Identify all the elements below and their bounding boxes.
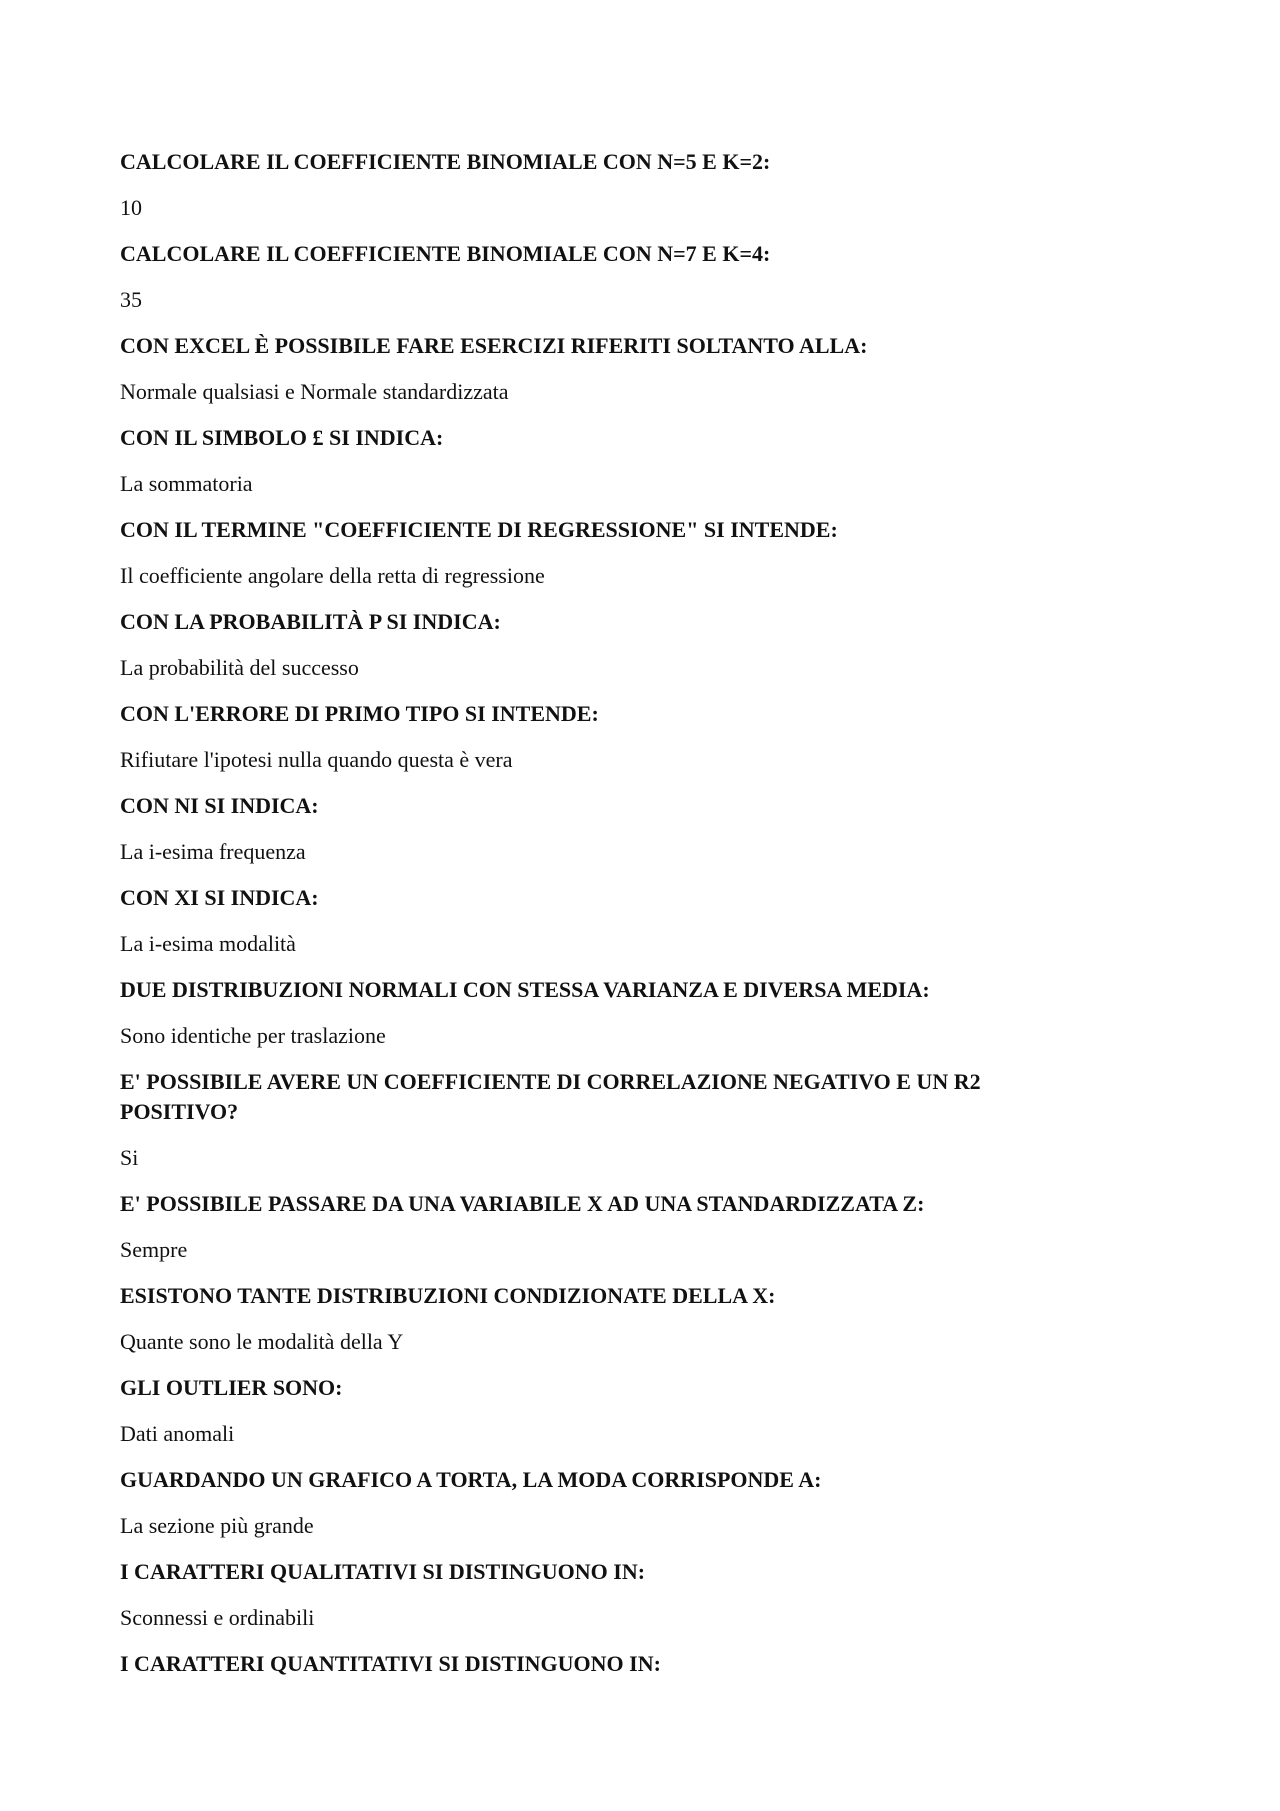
qa-item (120, 883, 1080, 959)
answer-text: Dati anomali (120, 1421, 235, 1446)
question-text: CON IL TERMINE "COEFFICIENTE DI REGRESSIONE" SI INTENDE: (120, 517, 838, 542)
answer-text: La probabilità del successo (120, 655, 359, 680)
qa-item (120, 147, 1080, 223)
answer-text: Quante sono le modalità della Y (120, 1329, 404, 1354)
qa-item (120, 515, 1080, 591)
qa-item (120, 607, 1080, 683)
qa-item (120, 699, 1080, 775)
question-text: DUE DISTRIBUZIONI NORMALI CON STESSA VARIANZA E DIVERSA MEDIA: (120, 977, 930, 1002)
question-text: CALCOLARE IL COEFFICIENTE BINOMIALE CON N=5 E K=2: (120, 149, 771, 174)
qa-item (120, 791, 1080, 867)
qa-item (120, 423, 1080, 499)
qa-item (120, 975, 1080, 1051)
answer-text: La sezione più grande (120, 1513, 314, 1538)
document-page (120, 147, 1080, 1695)
qa-item (120, 1649, 1080, 1679)
qa-item (120, 1373, 1080, 1449)
answer-text: Rifiutare l'ipotesi nulla quando questa è vera (120, 747, 513, 772)
qa-item (120, 239, 1080, 315)
qa-item (120, 1281, 1080, 1357)
question-text: E' POSSIBILE AVERE UN COEFFICIENTE DI CORRELAZIONE NEGATIVO E UN R2 POSITIVO? (120, 1069, 981, 1124)
qa-item (120, 1067, 1080, 1173)
answer-text: 35 (120, 287, 142, 312)
question-text: E' POSSIBILE PASSARE DA UNA VARIABILE X AD UNA STANDARDIZZATA Z: (120, 1191, 925, 1216)
answer-text: Normale qualsiasi e Normale standardizzata (120, 379, 509, 404)
question-text: CON NI SI INDICA: (120, 793, 319, 818)
answer-text: Sempre (120, 1237, 188, 1262)
question-text: GUARDANDO UN GRAFICO A TORTA, LA MODA CORRISPONDE A: (120, 1467, 822, 1492)
qa-item (120, 331, 1080, 407)
question-text: CON L'ERRORE DI PRIMO TIPO SI INTENDE: (120, 701, 599, 726)
question-text: I CARATTERI QUALITATIVI SI DISTINGUONO IN: (120, 1559, 646, 1584)
question-text: GLI OUTLIER SONO: (120, 1375, 343, 1400)
answer-text: La sommatoria (120, 471, 253, 496)
question-text: CON XI SI INDICA: (120, 885, 319, 910)
question-text: CON LA PROBABILITÀ P SI INDICA: (120, 609, 501, 634)
question-text: ESISTONO TANTE DISTRIBUZIONI CONDIZIONATE DELLA X: (120, 1283, 776, 1308)
answer-text: La i-esima modalità (120, 931, 296, 956)
answer-text: Sono identiche per traslazione (120, 1023, 386, 1048)
answer-text: Si (120, 1145, 139, 1170)
qa-item (120, 1557, 1080, 1633)
question-text: CALCOLARE IL COEFFICIENTE BINOMIALE CON N=7 E K=4: (120, 241, 771, 266)
answer-text: Il coefficiente angolare della retta di regressione (120, 563, 545, 588)
answer-text: Sconnessi e ordinabili (120, 1605, 315, 1630)
question-text: CON EXCEL È POSSIBILE FARE ESERCIZI RIFERITI SOLTANTO ALLA: (120, 333, 868, 358)
question-text: I CARATTERI QUANTITATIVI SI DISTINGUONO IN: (120, 1651, 661, 1676)
answer-text: La i-esima frequenza (120, 839, 306, 864)
question-text: CON IL SIMBOLO £ SI INDICA: (120, 425, 444, 450)
qa-item (120, 1189, 1080, 1265)
qa-item (120, 1465, 1080, 1541)
answer-text: 10 (120, 195, 142, 220)
